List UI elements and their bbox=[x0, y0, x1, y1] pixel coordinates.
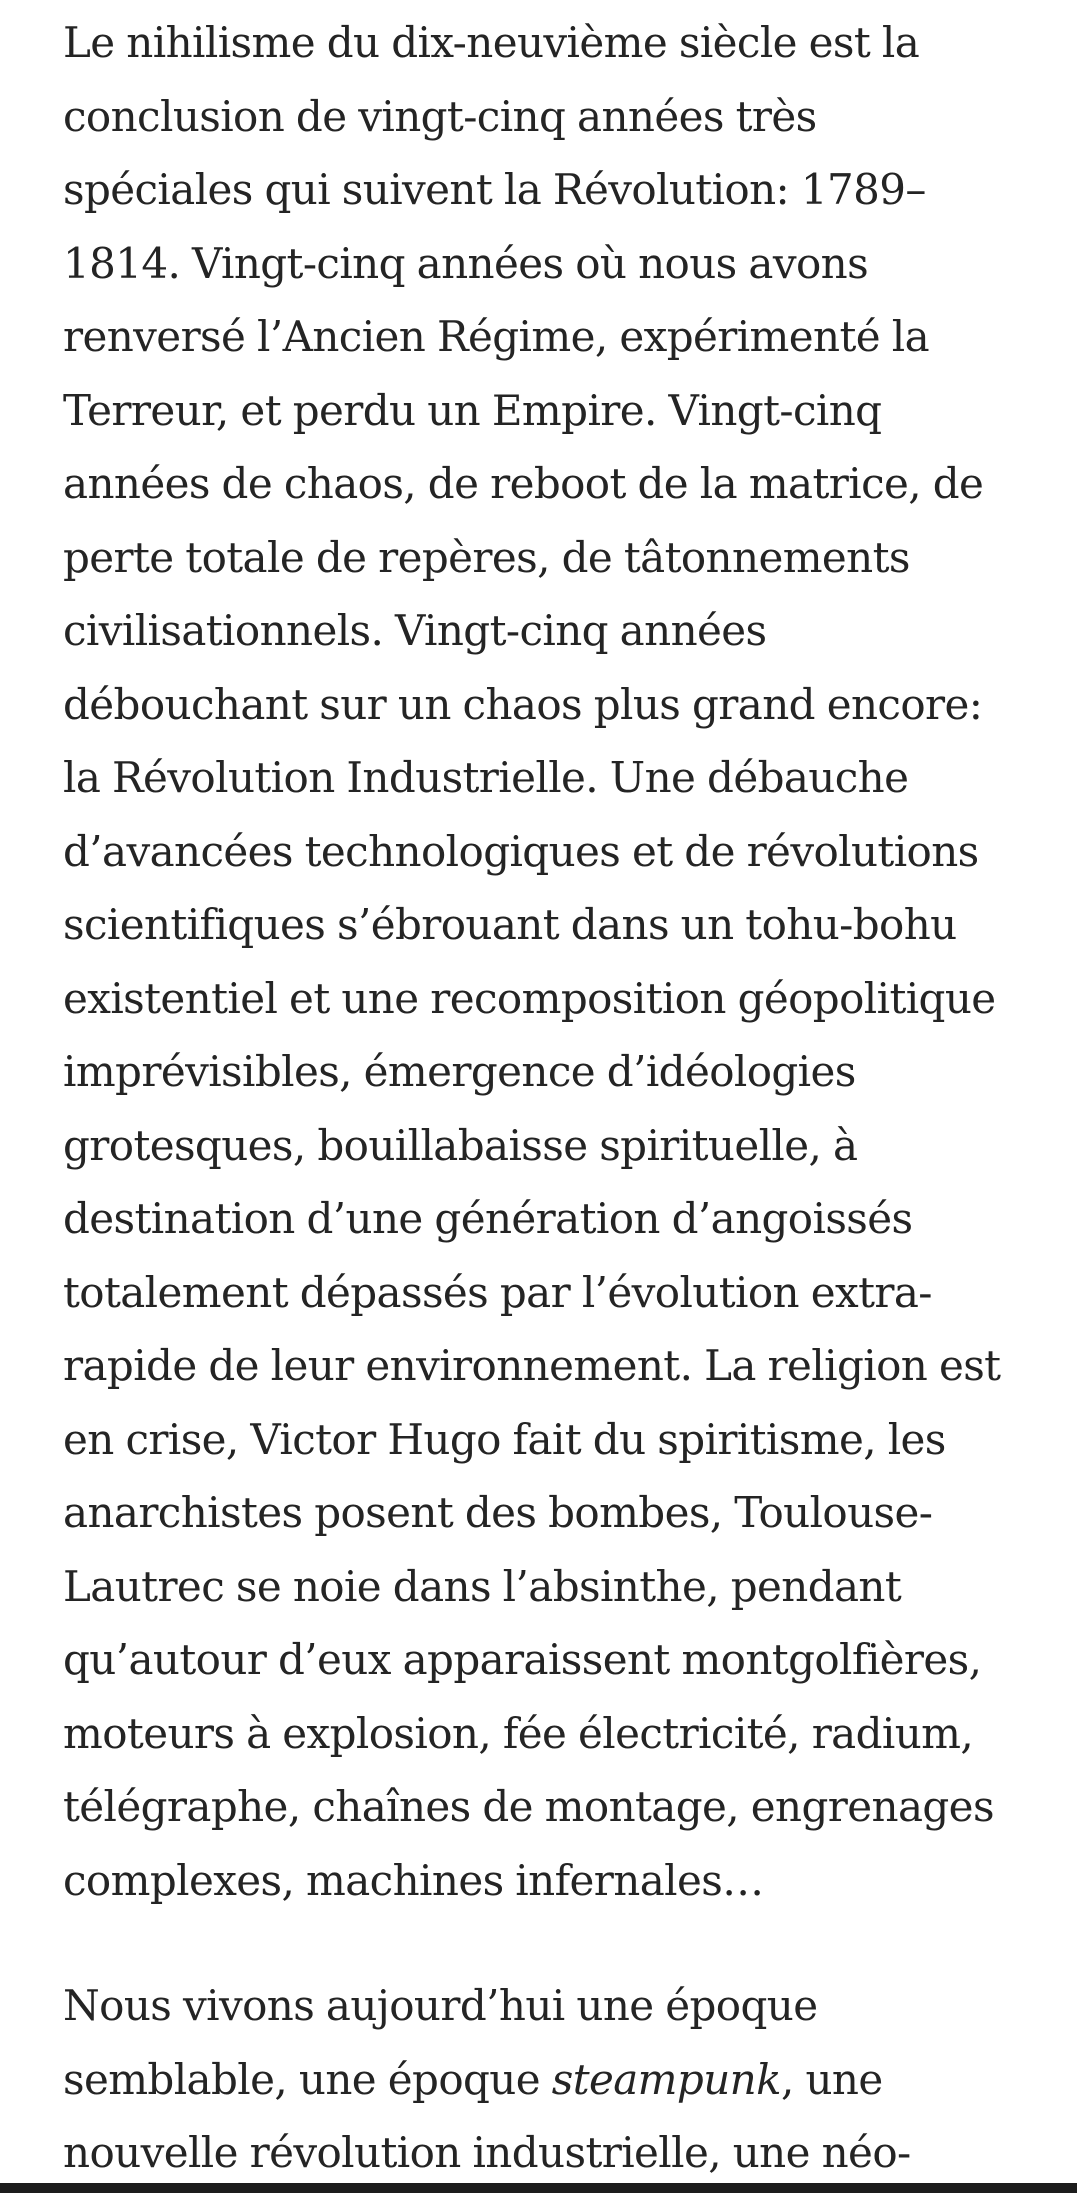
text-line: Terreur, et perdu un Empire. Vingt-cinq bbox=[63, 385, 882, 435]
text-line: années de chaos, de reboot de la matrice, de bbox=[63, 459, 984, 508]
bottom-edge-bar bbox=[0, 2183, 1077, 2193]
text-line: civilisationnels. Vingt-cinq années bbox=[63, 606, 767, 655]
text-line: scientifiques s’ébrouant dans un tohu-bohu bbox=[63, 900, 957, 949]
paragraph-steampunk bbox=[63, 1969, 1053, 2190]
text-line: conclusion de vingt-cinq années très bbox=[63, 91, 817, 141]
text-line: renversé l’Ancien Régime, expérimenté la bbox=[63, 312, 930, 361]
text-line: moteurs à explosion, fée électricité, radium, bbox=[63, 1708, 974, 1758]
text-segment: , une bbox=[780, 2054, 883, 2104]
text-line bbox=[63, 2043, 1053, 2117]
text-line: en crise, Victor Hugo fait du spiritisme, les bbox=[63, 1414, 946, 1464]
text-line: nouvelle révolution industrielle, une néo- bbox=[63, 2128, 911, 2177]
text-line: destination d’une génération d’angoissés bbox=[63, 1194, 913, 1243]
emphasis-steampunk: steampunk bbox=[551, 2054, 781, 2104]
text-line: rapide de leur environnement. La religion est bbox=[63, 1341, 1001, 1390]
text-line: imprévisibles, émergence d’idéologies bbox=[63, 1047, 856, 1096]
text-line: spéciales qui suivent la Révolution: 1789– bbox=[63, 165, 926, 214]
text-line: la Révolution Industrielle. Une débauche bbox=[63, 753, 909, 802]
text-line: 1814. Vingt-cinq années où nous avons bbox=[63, 238, 869, 288]
text-line: existentiel et une recomposition géopolitique bbox=[63, 973, 996, 1023]
text-line: complexes, machines infernales… bbox=[63, 1855, 764, 1905]
text-line: Nous vivons aujourd’hui une époque bbox=[63, 1981, 818, 2030]
text-segment: semblable, une époque bbox=[63, 2054, 552, 2104]
text-line: perte totale de repères, de tâtonnements bbox=[63, 532, 910, 582]
paragraph-nihilism bbox=[63, 6, 1053, 1917]
text-line: télégraphe, chaînes de montage, engrenages bbox=[63, 1782, 994, 1831]
text-line: grotesques, bouillabaisse spirituelle, à bbox=[63, 1120, 858, 1170]
text-line: débouchant sur un chaos plus grand encore: bbox=[63, 679, 983, 729]
text-line: anarchistes posent des bombes, Toulouse- bbox=[63, 1488, 933, 1537]
text-line: Lautrec se noie dans l’absinthe, pendant bbox=[63, 1561, 902, 1611]
text-line: Le nihilisme du dix-neuvième siècle est la bbox=[63, 18, 920, 67]
text-line: d’avancées technologiques et de révolutions bbox=[63, 826, 979, 876]
article-body bbox=[63, 6, 1053, 2190]
text-line: totalement dépassés par l’évolution extra- bbox=[63, 1267, 932, 1317]
text-line: qu’autour d’eux apparaissent montgolfières, bbox=[63, 1635, 982, 1684]
